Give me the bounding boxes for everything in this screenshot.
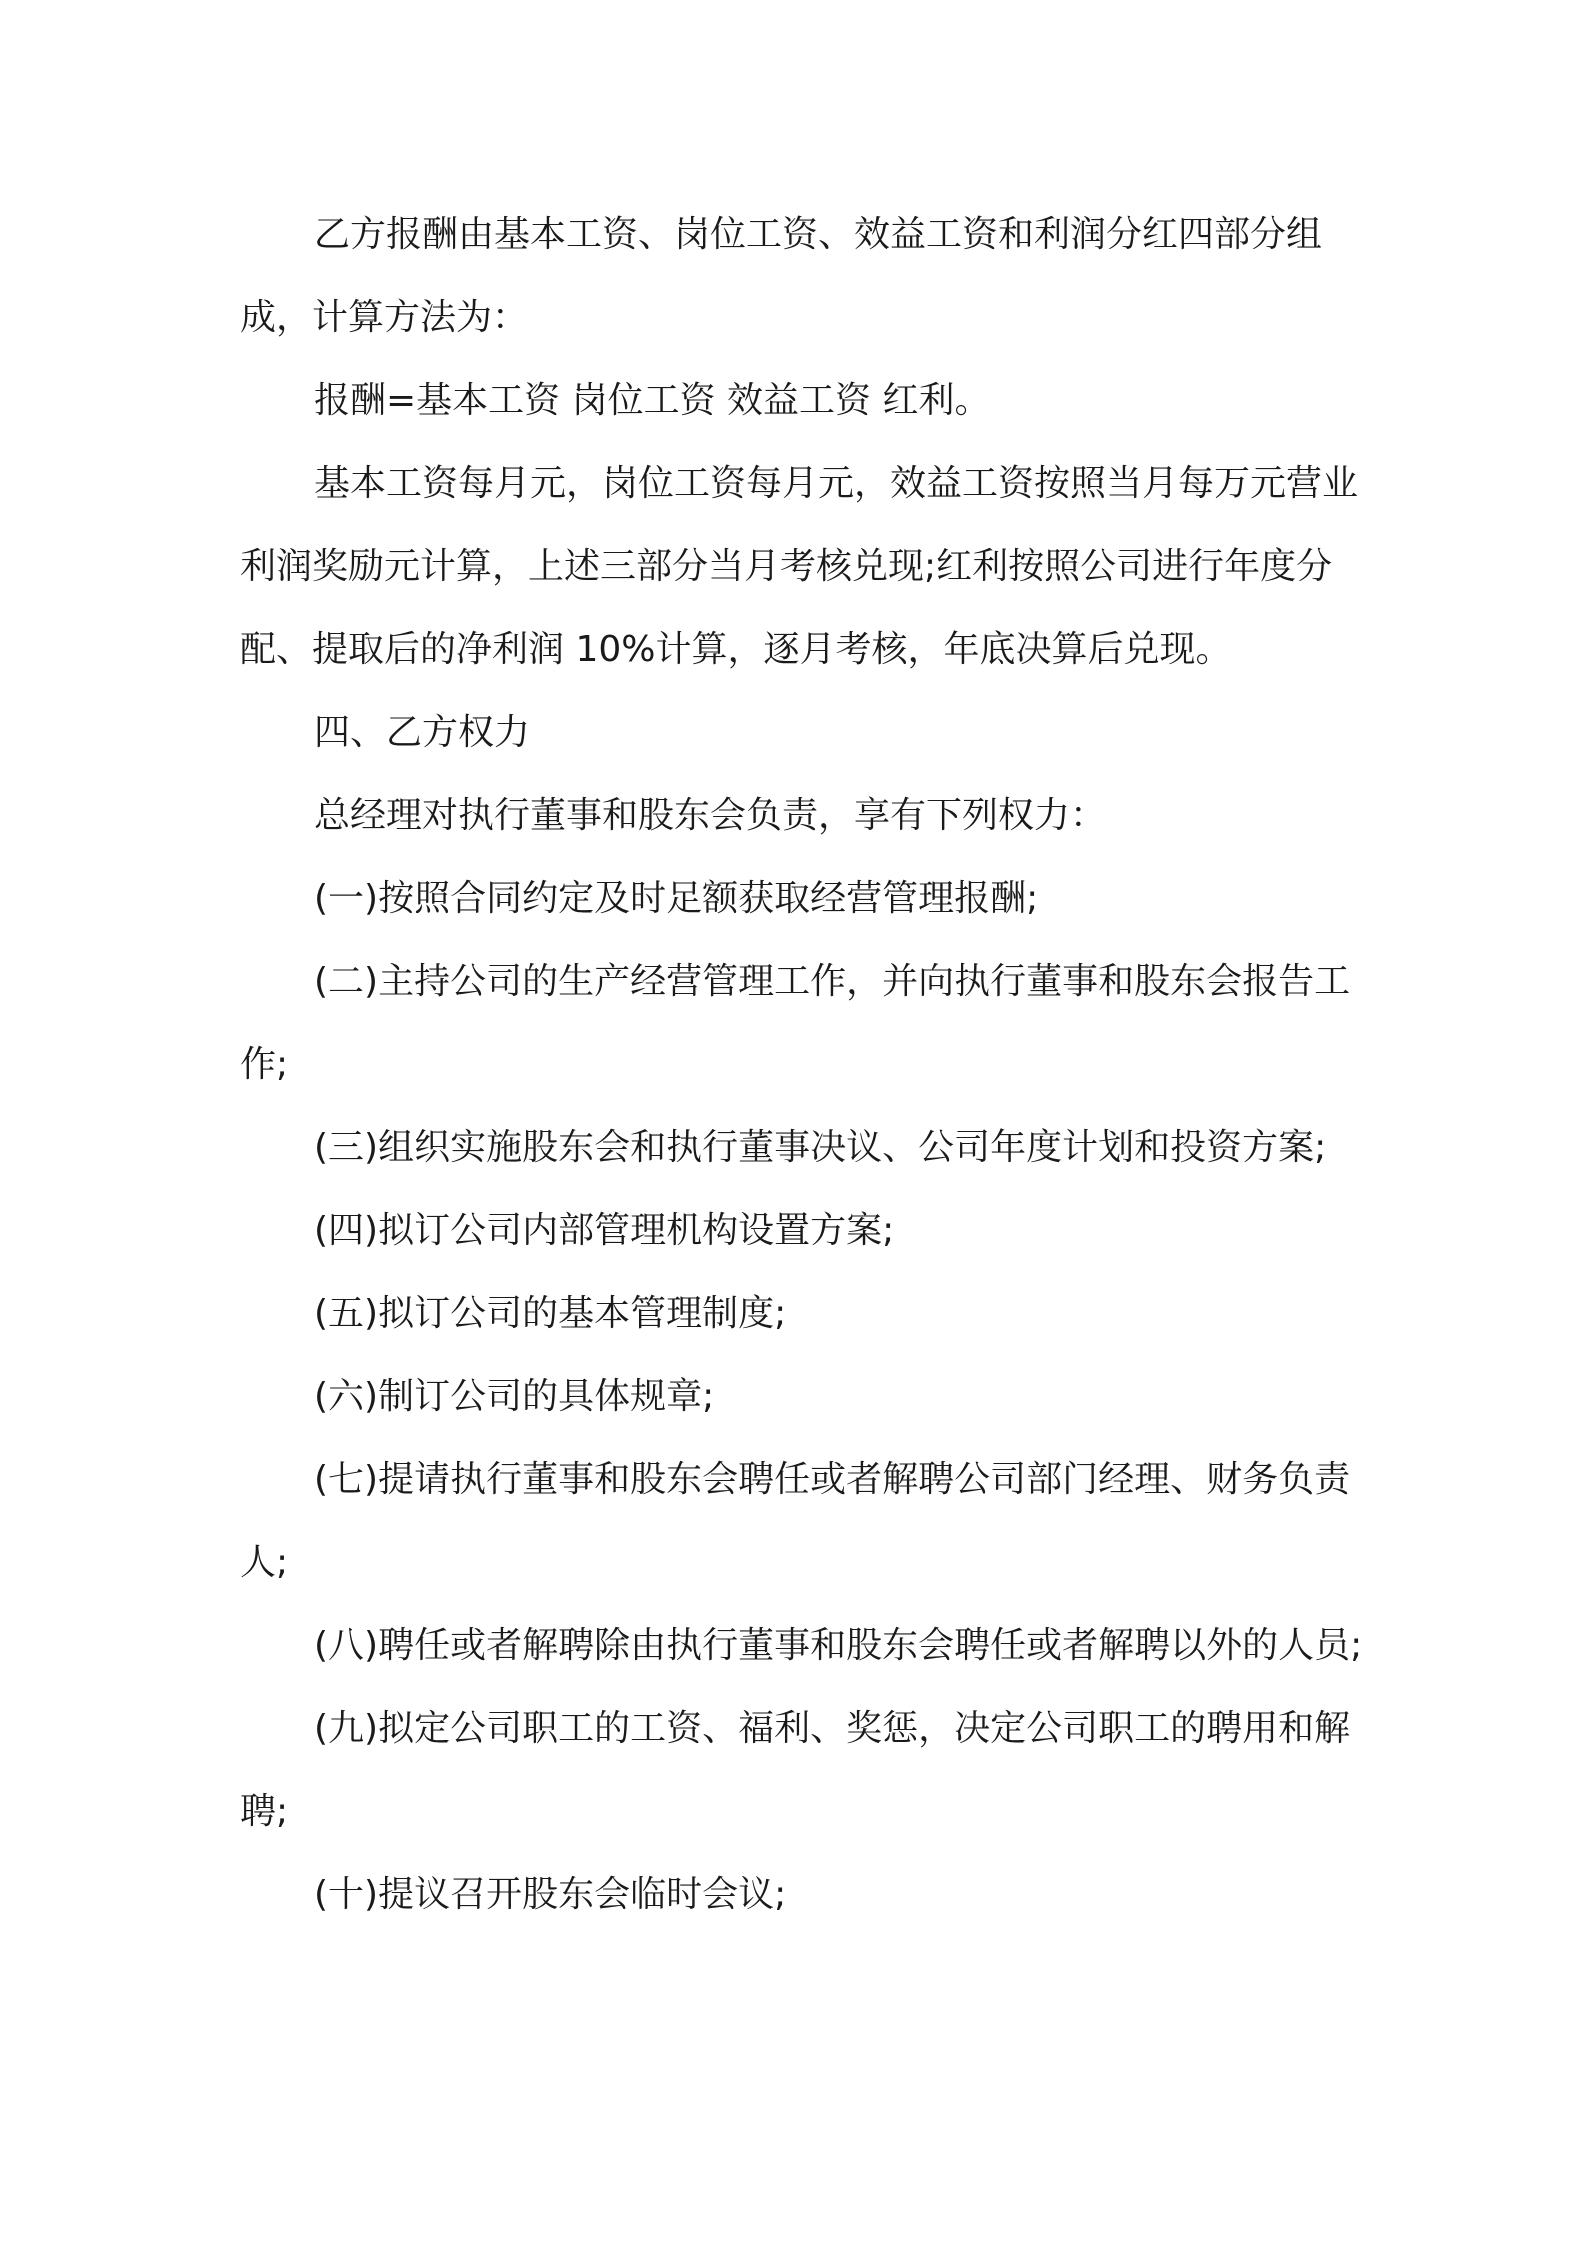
list-item-right-2: (二)主持公司的生产经营管理工作，并向执行董事和股东会报告工作; xyxy=(240,961,1351,1085)
paragraph-compensation-formula: 报酬=基本工资 岗位工资 效益工资 红利。 xyxy=(314,380,991,421)
list-item-right-4: (四)拟订公司内部管理机构设置方案; xyxy=(314,1210,895,1251)
list-item-right-8: (八)聘任或者解聘除由执行董事和股东会聘任或者解聘以外的人员; xyxy=(314,1625,1363,1666)
list-item-right-1: (一)按照合同约定及时足额获取经营管理报酬; xyxy=(314,878,1039,919)
paragraph-salary-details: 基本工资每月元，岗位工资每月元，效益工资按照当月每万元营业利润奖励元计算，上述三部分当月考核兑现;红利按照公司进行年度分配、提取后的净利润 10%计算，逐月考核，年底决算后兑现。 xyxy=(240,463,1359,670)
list-item-right-7: (七)提请执行董事和股东会聘任或者解聘公司部门经理、财务负责人; xyxy=(240,1459,1351,1583)
list-item-right-9: (九)拟定公司职工的工资、福利、奖惩，决定公司职工的聘用和解聘; xyxy=(240,1708,1351,1832)
paragraph-rights-intro: 总经理对执行董事和股东会负责，享有下列权力： xyxy=(314,795,1107,836)
section-heading-party-b-rights: 四、乙方权力 xyxy=(314,712,531,753)
document-body xyxy=(240,193,1365,1936)
list-item-right-10: (十)提议召开股东会临时会议; xyxy=(314,1874,787,1915)
list-item-right-5: (五)拟订公司的基本管理制度; xyxy=(314,1293,787,1334)
paragraph-compensation-composition: 乙方报酬由基本工资、岗位工资、效益工资和利润分红四部分组成，计算方法为： xyxy=(240,214,1323,338)
list-item-right-6: (六)制订公司的具体规章; xyxy=(314,1376,715,1417)
list-item-right-3: (三)组织实施股东会和执行董事决议、公司年度计划和投资方案; xyxy=(314,1127,1327,1168)
